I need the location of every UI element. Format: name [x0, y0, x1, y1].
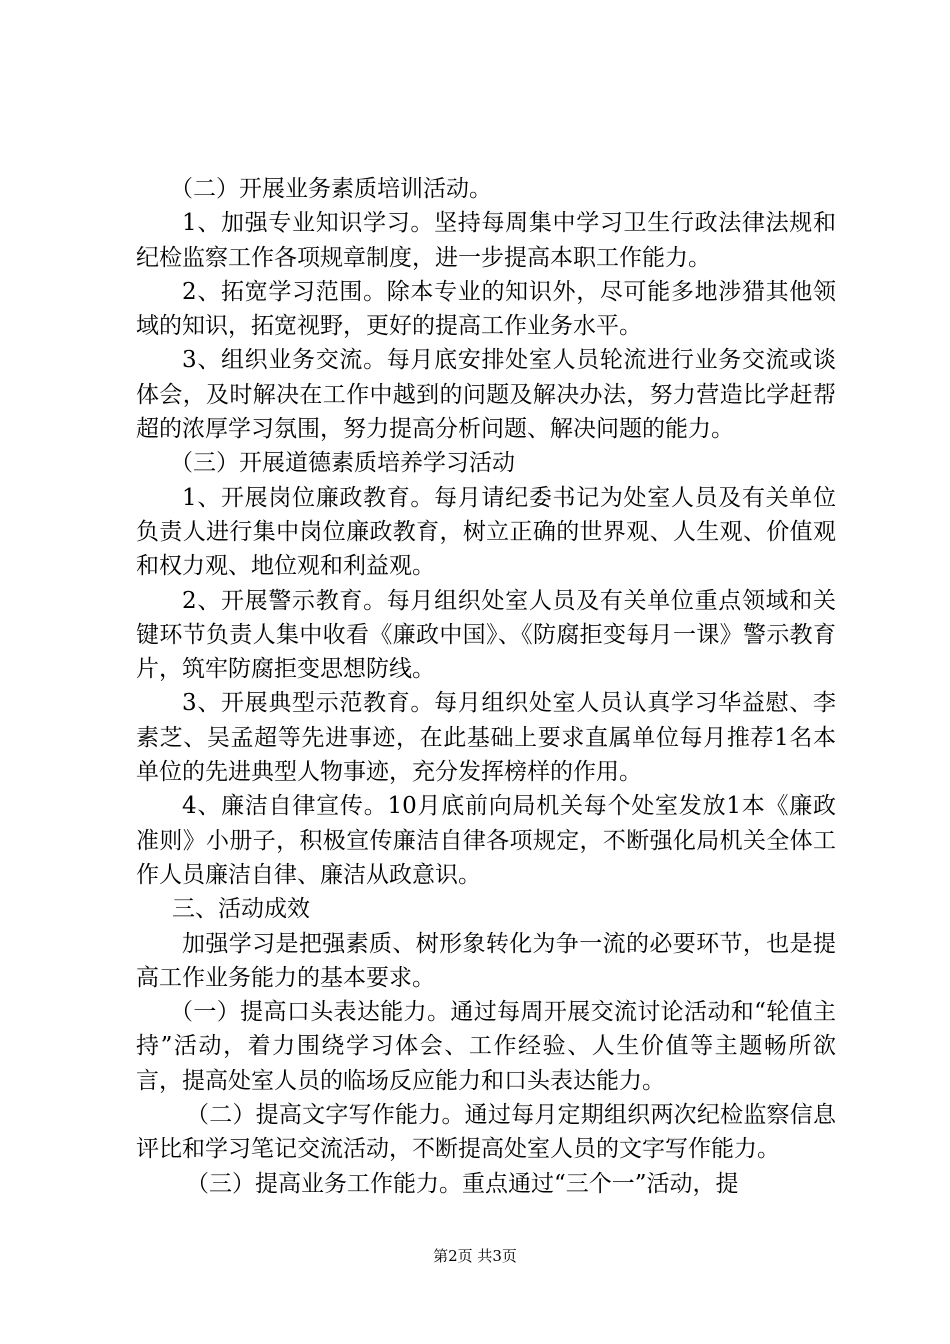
paragraph: 4、廉洁自律宣传。10月底前向局机关每个处室发放1本《廉政准则》小册子，积极宣传廉洁自律各项规定，不断强化局机关全体工作人员廉洁自律、廉洁从政意识。: [136, 793, 836, 888]
paragraph: （二）提高文字写作能力。通过每月定期组织两次纪检监察信息评比和学习笔记交流活动，不断提高处室人员的文字写作能力。: [136, 1102, 836, 1163]
paragraph: 3、组织业务交流。每月底安排处室人员轮流进行业务交流或谈体会，及时解决在工作中越到的问题及解决办法，努力营造比学赶帮超的浓厚学习氛围，努力提高分析问题、解决问题的能力。: [136, 347, 836, 443]
section-heading-results: 三、活动成效: [172, 896, 310, 923]
page-footer: 第2页 共3页: [433, 1247, 517, 1265]
paragraph: （一）提高口头表达能力。通过每周开展交流讨论活动和“轮值主持”活动，着力围绕学习体会、工作经验、人生价值等主题畅所欲言，提高处室人员的临场反应能力和口头表达能力。: [136, 999, 836, 1094]
paragraph: 2、开展警示教育。每月组织处室人员及有关单位重点领域和关键环节负责人集中收看《廉政中国》、《防腐拒变每月一课》警示教育片，筑牢防腐拒变思想防线。: [136, 587, 836, 683]
paragraph: （三）提高业务工作能力。重点通过“三个一”活动，提: [186, 1170, 739, 1197]
document-body: [136, 172, 836, 1201]
section-heading-2: （二）开展业务素质培训活动。: [170, 176, 492, 202]
paragraph: 3、开展典型示范教育。每月组织处室人员认真学习华益慰、李素芝、吴孟超等先进事迹，在此基础上要求直属单位每月推荐1名本单位的先进典型人物事迹，充分发挥榜样的作用。: [136, 690, 836, 786]
section-heading-3: （三）开展道德素质培养学习活动: [170, 450, 515, 477]
paragraph: 1、开展岗位廉政教育。每月请纪委书记为处室人员及有关单位负责人进行集中岗位廉政教育，树立正确的世界观、人生观、价值观和权力观、地位观和利益观。: [136, 484, 836, 580]
paragraph: 加强学习是把强素质、树形象转化为争一流的必要环节，也是提高工作业务能力的基本要求。: [136, 930, 836, 991]
paragraph: 1、加强专业知识学习。坚持每周集中学习卫生行政法律法规和纪检监察工作各项规章制度，进一步提高本职工作能力。: [136, 210, 836, 271]
paragraph: 2、拓宽学习范围。除本专业的知识外，尽可能多地涉猎其他领域的知识，拓宽视野，更好的提高工作业务水平。: [136, 278, 836, 340]
